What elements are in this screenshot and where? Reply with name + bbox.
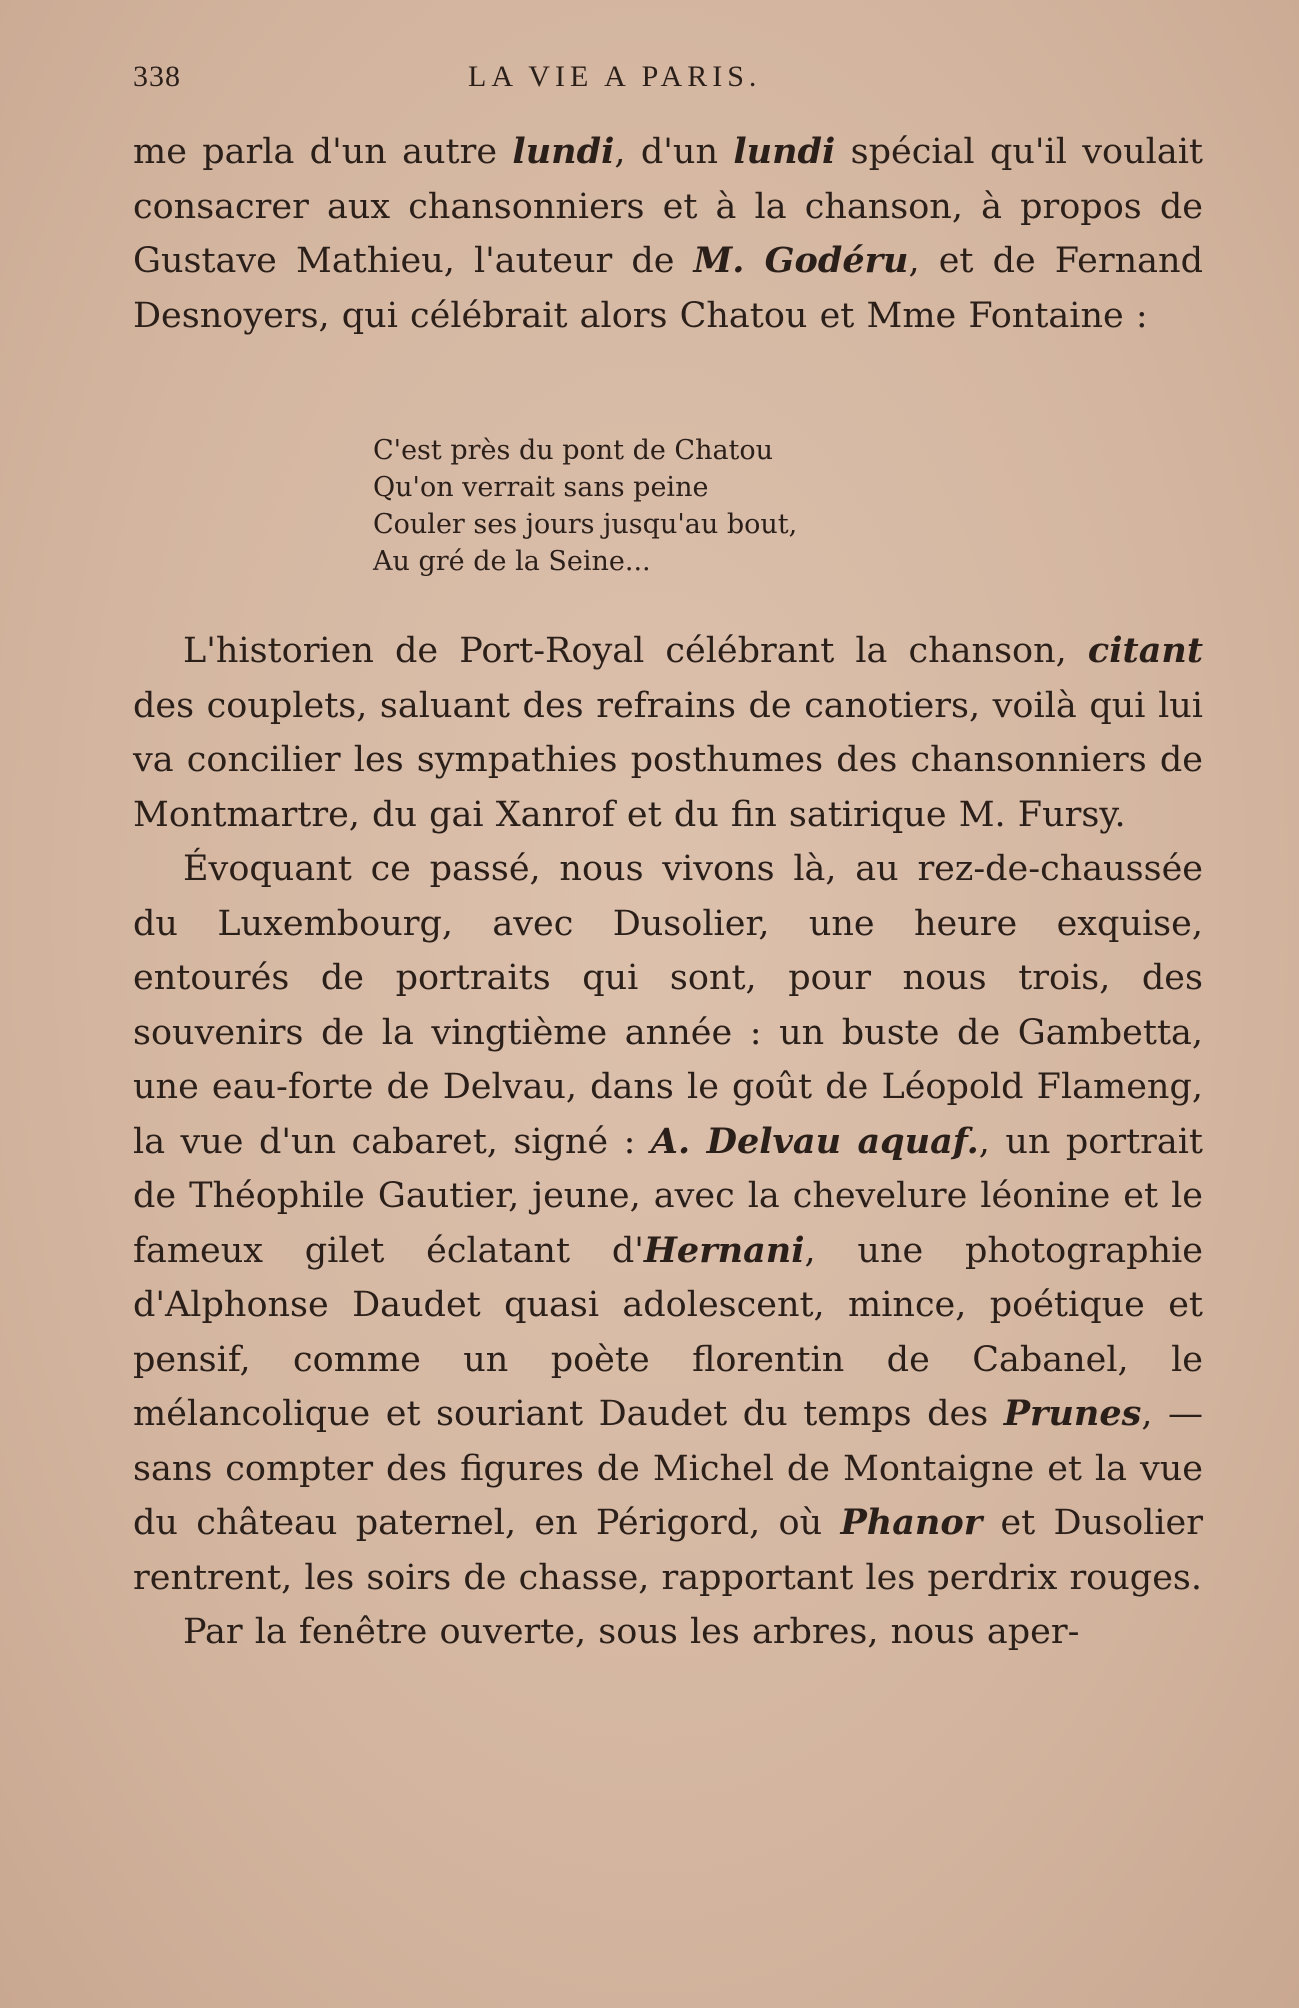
italic-span: Hernani — [643, 1229, 805, 1271]
italic-span: A. Delvau aquaf. — [650, 1120, 979, 1162]
verse-line: Qu'on verrait sans peine — [373, 472, 709, 503]
italic-span: M. Godéru — [693, 240, 909, 281]
text-span: me parla d'un autre — [133, 132, 513, 172]
text-span: , d'un — [614, 132, 734, 172]
text-span: , et de Fernand Desnoyers, qui célébrait alors Chatou et Mme Fontaine : — [133, 241, 1203, 336]
verse-line: C'est près du pont de Chatou — [373, 435, 774, 466]
verse-quotation — [373, 432, 797, 580]
italic-span: lundi — [733, 131, 836, 172]
running-title: LA VIE A PARIS. — [468, 60, 762, 93]
text-span: et Dusolier rentrent, les soirs de chasse, rapportant les perdrix rouges. — [133, 1503, 1203, 1598]
text-span: spécial qu'il voulait consacrer aux chansonniers et à la chanson, à propos de Gustave Mathieu, l'auteur de — [133, 132, 1203, 281]
text-span: des couplets, saluant des refrains de canotiers, voilà qui lui va concilier les sympathies posthumes des chansonniers de Montmartre, du gai Xanrof et du fin satirique M. Fursy. — [133, 685, 1203, 835]
italic-span: Phanor — [840, 1502, 983, 1543]
body-paragraphs — [133, 624, 1203, 1660]
text-span: L'historien de Port-Royal célébrant la chanson, — [183, 631, 1088, 671]
verse-line: Au gré de la Seine... — [373, 546, 651, 577]
italic-span: Prunes — [1003, 1393, 1142, 1434]
text-span: , — sans compter des figures de Michel de Montaigne et la vue du château paternel, en Périgord, où — [133, 1394, 1203, 1543]
verse-line: Couler ses jours jusqu'au bout, — [373, 509, 798, 540]
italic-span: lundi — [512, 131, 615, 172]
paragraph-3 — [133, 842, 1203, 1605]
text-span: , une photographie d'Alphonse Daudet quasi adolescent, mince, poétique et pensif, comme un poète florentin de Cabanel, le mélancolique et souriant Daudet du temps des — [133, 1230, 1204, 1434]
paragraph-4 — [133, 1605, 1203, 1660]
italic-span: citant — [1087, 630, 1203, 671]
text-span: Par la fenêtre ouverte, sous les arbres, nous aper- — [183, 1612, 1080, 1652]
paragraph-2 — [133, 624, 1203, 842]
text-span: Évoquant ce passé, nous vivons là, au rez-de-chaussée du Luxembourg, avec Dusolier, une heure exquise, entourés de portraits qui sont, pour nous trois, des souvenirs de la vingtième année : un buste de Gambetta, une eau-forte de Delvau, dans le goût de Léopold Flameng, la vue d'un cabaret, signé : — [133, 849, 1203, 1162]
running-header — [133, 60, 1203, 100]
page-number: 338 — [133, 60, 181, 93]
text-span: , un portrait de Théophile Gautier, jeune, avec la chevelure léonine et le fameux gilet éclatant d' — [133, 1121, 1203, 1271]
paragraph-1 — [133, 125, 1203, 343]
